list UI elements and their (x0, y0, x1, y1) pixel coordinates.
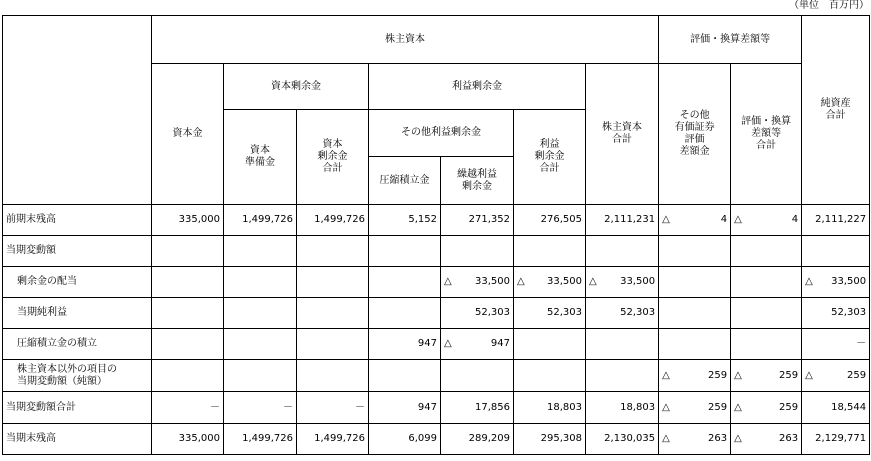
table-cell: 52,303 (586, 298, 659, 329)
table-cell (297, 360, 369, 392)
table-cell (369, 236, 441, 267)
table-row (3, 329, 870, 360)
table-cell: 335,000 (152, 424, 224, 455)
negative-triangle-icon: △ (444, 276, 452, 287)
table-cell: 276,505 (514, 205, 586, 236)
table-cell (369, 267, 441, 298)
table-row (3, 205, 870, 236)
negative-triangle-icon: △ (805, 276, 813, 287)
table-cell: 2,130,035 (586, 424, 659, 455)
table-row (3, 267, 870, 298)
table-cell (224, 267, 297, 298)
table-cell (369, 360, 441, 392)
table-cell (802, 236, 870, 267)
table-cell: 947 (369, 392, 441, 424)
table-cell: 52,303 (802, 298, 870, 329)
table-cell: △ 259 (659, 360, 731, 392)
negative-triangle-icon: △ (805, 369, 813, 381)
row-header-corner (3, 16, 152, 205)
table-cell: － (152, 392, 224, 424)
header-retained-brought-forward: 繰越利益 剰余金 (441, 157, 514, 205)
table-cell (731, 236, 802, 267)
table-cell: △ 4 (659, 205, 731, 236)
negative-triangle-icon: △ (734, 214, 742, 225)
negative-triangle-icon: △ (517, 276, 525, 287)
table-row (3, 424, 870, 455)
table-cell (297, 267, 369, 298)
row-label: 剰余金の配当 (3, 267, 152, 298)
table-cell (297, 236, 369, 267)
row-label: 当期変動額 (3, 236, 152, 267)
negative-triangle-icon: △ (734, 369, 742, 381)
table-cell (441, 360, 514, 392)
row-label: 当期純利益 (3, 298, 152, 329)
table-cell (586, 236, 659, 267)
negative-triangle-icon: △ (734, 433, 742, 444)
table-row (3, 298, 870, 329)
header-valuation-total: 評価・換算 差額等 合計 (731, 64, 802, 205)
header-capital-surplus-total: 資本 剰余金 合計 (297, 110, 369, 205)
table-cell (659, 267, 731, 298)
table-cell: － (224, 392, 297, 424)
table-cell: △ 259 (731, 360, 802, 392)
table-cell (224, 298, 297, 329)
header-retained-earnings: 利益剰余金 (369, 64, 586, 110)
table-cell (297, 329, 369, 360)
unit-note: （単位 百万円） (789, 0, 869, 11)
table-cell: △ 33,500 (514, 267, 586, 298)
header-capital-stock: 資本金 (152, 64, 224, 205)
negative-triangle-icon: △ (734, 401, 742, 413)
table-cell (731, 267, 802, 298)
negative-triangle-icon: △ (662, 433, 670, 444)
negative-triangle-icon: △ (589, 276, 597, 287)
table-cell: 2,111,231 (586, 205, 659, 236)
table-cell: － (802, 329, 870, 360)
header-capital-surplus: 資本剰余金 (224, 64, 369, 110)
table-cell (152, 329, 224, 360)
table-cell: 1,499,726 (224, 205, 297, 236)
header-other-retained: その他利益剰余金 (369, 110, 514, 157)
header-capital-reserve: 資本 準備金 (224, 110, 297, 205)
table-cell: 335,000 (152, 205, 224, 236)
table-cell: △ 259 (659, 392, 731, 424)
table-cell (731, 298, 802, 329)
row-label: 圧縮積立金の積立 (3, 329, 152, 360)
table-cell: 1,499,726 (224, 424, 297, 455)
table-cell: △ 33,500 (441, 267, 514, 298)
table-cell: 18,803 (586, 392, 659, 424)
table-cell (152, 267, 224, 298)
table-cell: 271,352 (441, 205, 514, 236)
table-cell: △ 33,500 (802, 267, 870, 298)
table-cell: △ 259 (731, 392, 802, 424)
row-label: 前期末残高 (3, 205, 152, 236)
table-row (3, 236, 870, 267)
table-cell: 1,499,726 (297, 424, 369, 455)
table-cell: △ 263 (659, 424, 731, 455)
table-cell (659, 298, 731, 329)
negative-triangle-icon: △ (662, 214, 670, 225)
table-cell (297, 298, 369, 329)
table-cell: 52,303 (441, 298, 514, 329)
header-reduction-reserve: 圧縮積立金 (369, 157, 441, 205)
table-cell: 6,099 (369, 424, 441, 455)
table-cell: △ 263 (731, 424, 802, 455)
negative-triangle-icon: △ (444, 338, 452, 349)
header-valuation-diff: 評価・換算差額等 (659, 16, 802, 64)
header-retained-total: 利益 剰余金 合計 (514, 110, 586, 205)
table-cell: 5,152 (369, 205, 441, 236)
header-securities-valuation: その他 有価証券 評価 差額金 (659, 64, 731, 205)
table-row (3, 392, 870, 424)
table-cell: 52,303 (514, 298, 586, 329)
table-cell (659, 236, 731, 267)
table-cell: 947 (369, 329, 441, 360)
header-net-assets: 純資産 合計 (802, 16, 870, 205)
table-cell: △ 259 (802, 360, 870, 392)
table-cell (731, 329, 802, 360)
statement-of-changes-table (2, 15, 870, 455)
table-cell (152, 298, 224, 329)
table-cell (586, 360, 659, 392)
table-cell (514, 236, 586, 267)
table-cell: 2,129,771 (802, 424, 870, 455)
table-cell: 1,499,726 (297, 205, 369, 236)
table-cell: 18,803 (514, 392, 586, 424)
header-shareholders-equity: 株主資本 (152, 16, 659, 64)
table-cell (514, 329, 586, 360)
table-cell: 289,209 (441, 424, 514, 455)
header-equity-total: 株主資本 合計 (586, 64, 659, 205)
table-cell (152, 360, 224, 392)
table-cell (514, 360, 586, 392)
table-cell: 2,111,227 (802, 205, 870, 236)
table-cell (224, 236, 297, 267)
table-cell (224, 360, 297, 392)
table-cell (224, 329, 297, 360)
table-cell (369, 298, 441, 329)
table-cell (152, 236, 224, 267)
row-label: 当期末残高 (3, 424, 152, 455)
table-cell: 17,856 (441, 392, 514, 424)
table-cell (659, 329, 731, 360)
table-cell (586, 329, 659, 360)
negative-triangle-icon: △ (662, 401, 670, 413)
table-row (3, 360, 870, 392)
table-cell: 18,544 (802, 392, 870, 424)
table-cell: 295,308 (514, 424, 586, 455)
table-cell: △ 947 (441, 329, 514, 360)
table-cell: △ 4 (731, 205, 802, 236)
table-cell: △ 33,500 (586, 267, 659, 298)
table-cell: － (297, 392, 369, 424)
row-label: 株主資本以外の項目の 当期変動額（純額） (3, 360, 152, 392)
row-label: 当期変動額合計 (3, 392, 152, 424)
negative-triangle-icon: △ (662, 369, 670, 381)
table-cell (441, 236, 514, 267)
